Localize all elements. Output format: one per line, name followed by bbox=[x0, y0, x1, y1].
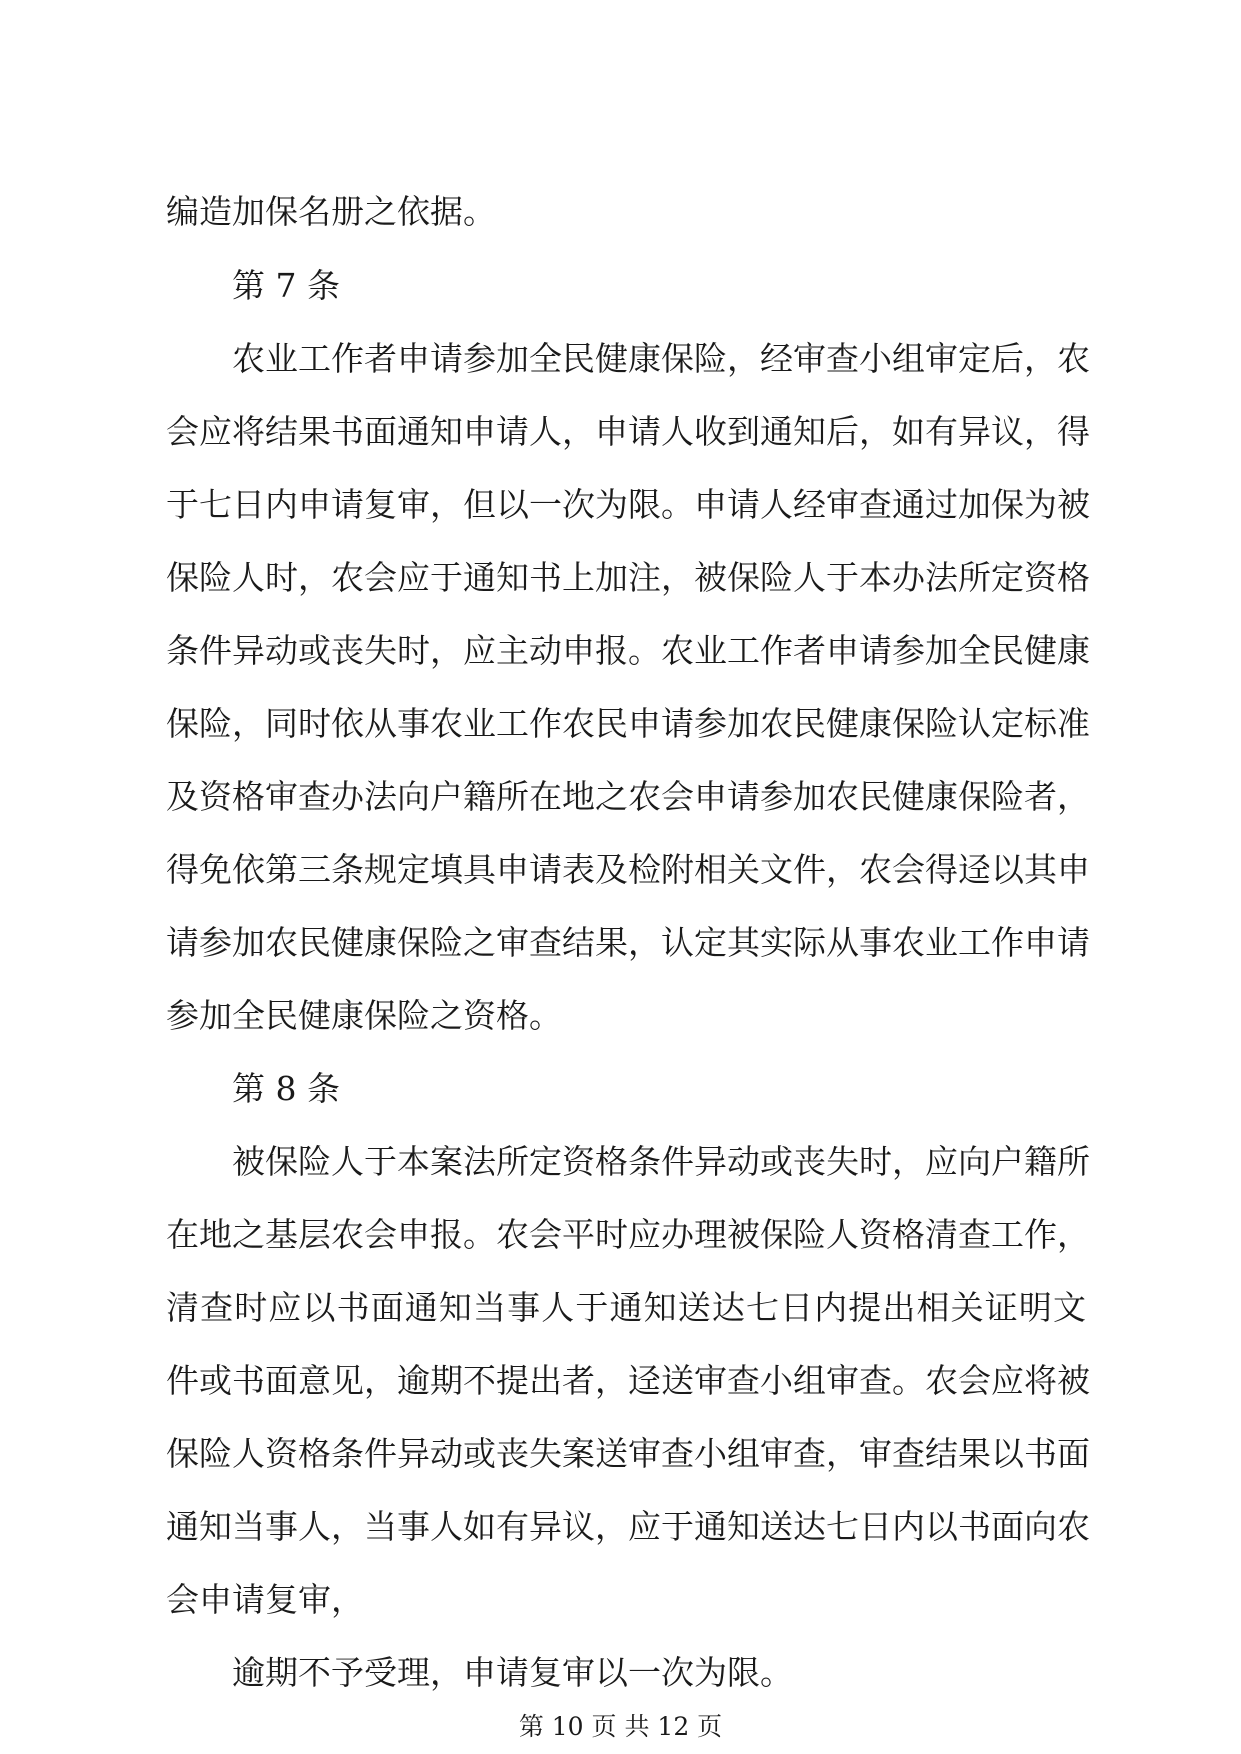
article-8-line: 保险人资格条件异动或丧失案送审查小组审查，审查结果以书面 bbox=[166, 1434, 1090, 1473]
article-8-line: 件或书面意见，逾期不提出者，迳送审查小组审查。农会应将被 bbox=[166, 1361, 1090, 1400]
article-8-line: 在地之基层农会申报。农会平时应办理被保险人资格清查工作， bbox=[166, 1215, 1090, 1254]
article-8-line: 被保险人于本案法所定资格条件异动或丧失时，应向户籍所 bbox=[232, 1142, 1090, 1181]
article-7-line: 于七日内申请复审，但以一次为限。申请人经审查通过加保为被 bbox=[166, 485, 1090, 524]
article-8-line: 通知当事人，当事人如有异议，应于通知送达七日内以书面向农 bbox=[166, 1507, 1090, 1546]
article-8-line: 清查时应以书面通知当事人于通知送达七日内提出相关证明文 bbox=[166, 1288, 1086, 1327]
article-8-heading: 第 8 条 bbox=[232, 1069, 340, 1108]
article-7-line: 条件异动或丧失时，应主动申报。农业工作者申请参加全民健康 bbox=[166, 631, 1090, 670]
article-7-line: 及资格审查办法向户籍所在地之农会申请参加农民健康保险者， bbox=[166, 777, 1090, 816]
article-7-line: 会应将结果书面通知申请人，申请人收到通知后，如有异议，得 bbox=[166, 412, 1090, 451]
article-8-closing-line: 逾期不予受理，申请复审以一次为限。 bbox=[232, 1653, 793, 1692]
article-8-line: 会申请复审， bbox=[166, 1580, 364, 1619]
text-line: 编造加保名册之依据。 bbox=[166, 192, 496, 231]
article-7-line: 得免依第三条规定填具申请表及检附相关文件，农会得迳以其申 bbox=[166, 850, 1090, 889]
article-7-line: 保险，同时依从事农业工作农民申请参加农民健康保险认定标准 bbox=[166, 704, 1090, 743]
page-number-footer: 第 10 页 共 12 页 bbox=[518, 1712, 723, 1741]
article-7-line: 参加全民健康保险之资格。 bbox=[166, 996, 562, 1035]
article-7-line: 农业工作者申请参加全民健康保险，经审查小组审定后，农 bbox=[232, 339, 1090, 378]
article-7-line: 请参加农民健康保险之审查结果，认定其实际从事农业工作申请 bbox=[166, 923, 1090, 962]
article-7-line: 保险人时，农会应于通知书上加注，被保险人于本办法所定资格 bbox=[166, 558, 1090, 597]
article-7-heading: 第 7 条 bbox=[232, 266, 340, 305]
